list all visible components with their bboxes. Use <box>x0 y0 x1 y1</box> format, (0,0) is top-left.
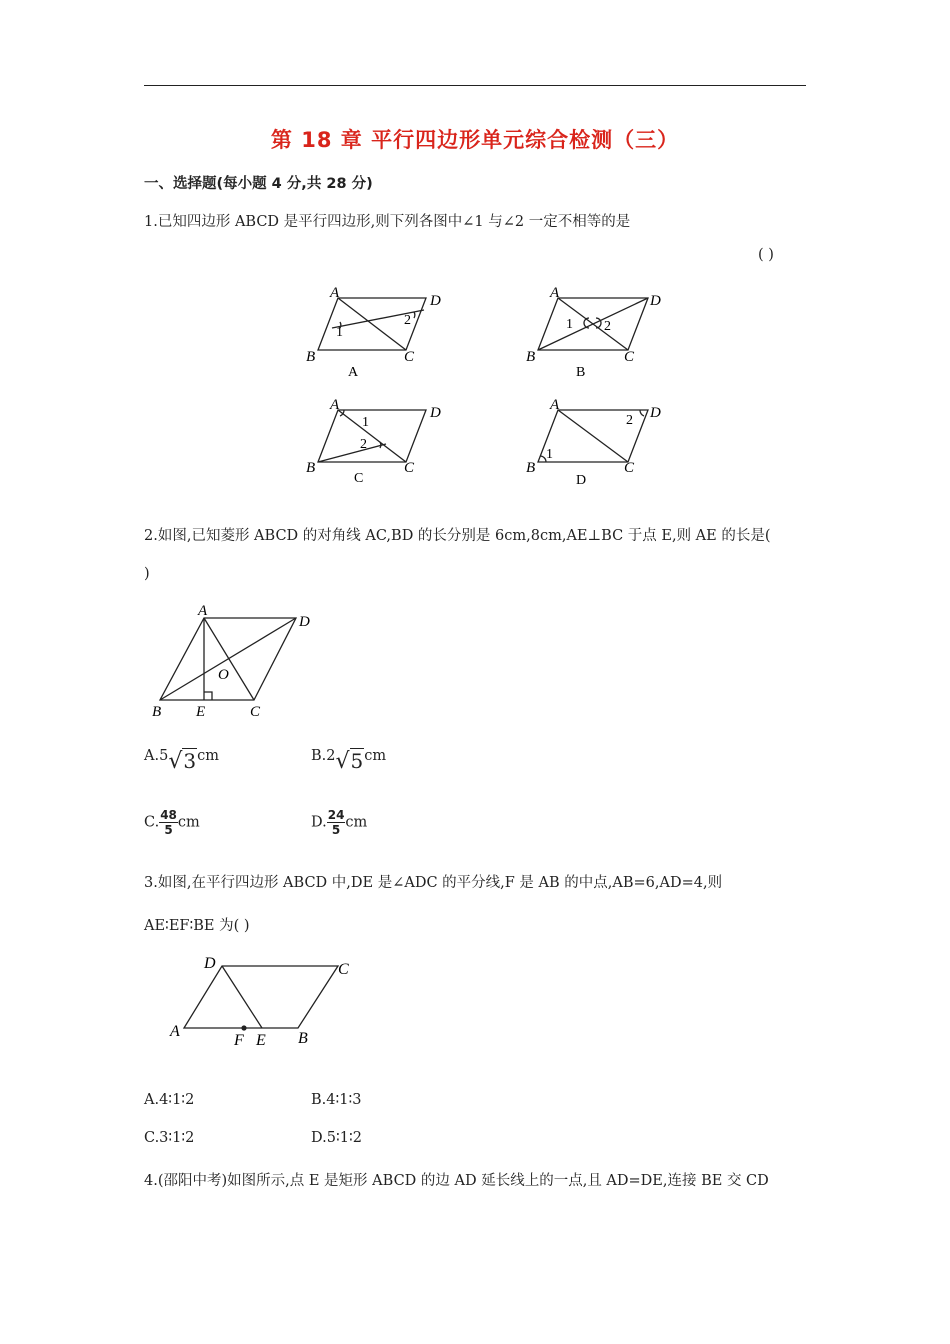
q2-point-d: D <box>299 614 310 630</box>
fig-d-vertex-a: A <box>550 397 560 413</box>
q2-point-b: B <box>152 704 162 720</box>
fig-label-a: A <box>348 365 359 380</box>
question-2-text: 2.如图,已知菱形 ABCD 的对角线 AC,BD 的长分别是 6cm,8cm,AE⊥BC 于点 E,则 AE 的长是( <box>144 528 771 544</box>
fig-a-vertex-a: A <box>330 285 340 301</box>
question-3-line-1: 3.如图,在平行四边形 ABCD 中,DE 是∠ADC 的平分线,F 是 AB 的中点,AB=6,AD=4,则 <box>144 875 723 891</box>
fig-d-vertex-b: B <box>526 460 536 476</box>
q3-option-a: A.4∶1∶2 <box>144 1092 195 1108</box>
fig-d-vertex-d: D <box>650 405 661 421</box>
fig-a-angle-2: 2 <box>404 313 411 328</box>
question-1-answer-paren: ( ) <box>758 247 774 263</box>
fig-label-d: D <box>576 473 587 488</box>
question-2-figure <box>144 600 324 725</box>
question-3-figure <box>160 948 370 1053</box>
q2-point-a: A <box>198 603 208 619</box>
fig-b-vertex-a: A <box>550 285 560 301</box>
question-3-line-2: AE∶EF∶BE 为( ) <box>144 918 250 934</box>
question-1-text: 1.已知四边形 ABCD 是平行四边形,则下列各图中∠1 与∠2 一定不相等的是 <box>144 214 631 230</box>
fig-b-angle-2: 2 <box>604 319 611 334</box>
q2-point-c: C <box>250 704 261 720</box>
q3-option-c: C.3∶1∶2 <box>144 1130 195 1146</box>
fig-c-angle-2: 2 <box>360 437 367 452</box>
q3-point-a: A <box>170 1023 180 1040</box>
fig-label-b: B <box>576 365 586 380</box>
fig-a-vertex-c: C <box>404 349 415 365</box>
q2-point-e: E <box>196 704 206 720</box>
q3-midpoint-f-dot <box>241 1025 246 1030</box>
q2-option-d: D. $\frac{24}{5}$ cm <box>311 808 368 837</box>
header-rule <box>144 85 806 86</box>
question-4-text: 4.(邵阳中考)如图所示,点 E 是矩形 ABCD 的边 AD 延长线上的一点,且 AD=DE,连接 BE 交 CD <box>144 1173 769 1189</box>
q3-option-d: D.5∶1∶2 <box>311 1130 362 1146</box>
q3-point-d: D <box>204 955 216 972</box>
fig-c-vertex-b: B <box>306 460 316 476</box>
q2-option-b: B.2√5cm <box>311 748 387 774</box>
question-2-close-paren: ) <box>144 566 150 582</box>
fig-a-vertex-b: B <box>306 349 316 365</box>
fig-a-angle-1: 1 <box>336 325 343 340</box>
fig-c-angle-1: 1 <box>362 415 369 430</box>
q2-option-a: A.5√3cm <box>144 748 219 774</box>
fig-d-angle-2: 2 <box>626 413 633 428</box>
section-heading: 一、选择题(每小题 4 分,共 28 分) <box>144 176 373 192</box>
fig-label-c: C <box>354 471 364 486</box>
q2-option-c: C. $\frac{48}{5}$ cm <box>144 808 200 837</box>
fig-c-vertex-c: C <box>404 460 415 476</box>
page-title: 第 18 章 平行四边形单元综合检测（三） <box>270 128 680 152</box>
fig-b-angle-1: 1 <box>566 317 573 332</box>
fig-b-vertex-b: B <box>526 349 536 365</box>
fig-b-vertex-d: D <box>650 293 661 309</box>
fig-d-vertex-c: C <box>624 460 635 476</box>
fig-c-vertex-d: D <box>430 405 441 421</box>
q3-point-f: F <box>234 1032 244 1049</box>
fig-a-vertex-d: D <box>430 293 441 309</box>
q3-option-b: B.4∶1∶3 <box>311 1092 362 1108</box>
question-1-figures <box>300 284 680 494</box>
fig-c-vertex-a: A <box>330 397 340 413</box>
q3-point-c: C <box>338 961 349 978</box>
q3-point-b: B <box>298 1030 308 1047</box>
fig-d-angle-1: 1 <box>546 447 553 462</box>
q2-point-o: O <box>218 667 229 683</box>
fig-b-vertex-c: C <box>624 349 635 365</box>
q3-point-e: E <box>256 1032 266 1049</box>
